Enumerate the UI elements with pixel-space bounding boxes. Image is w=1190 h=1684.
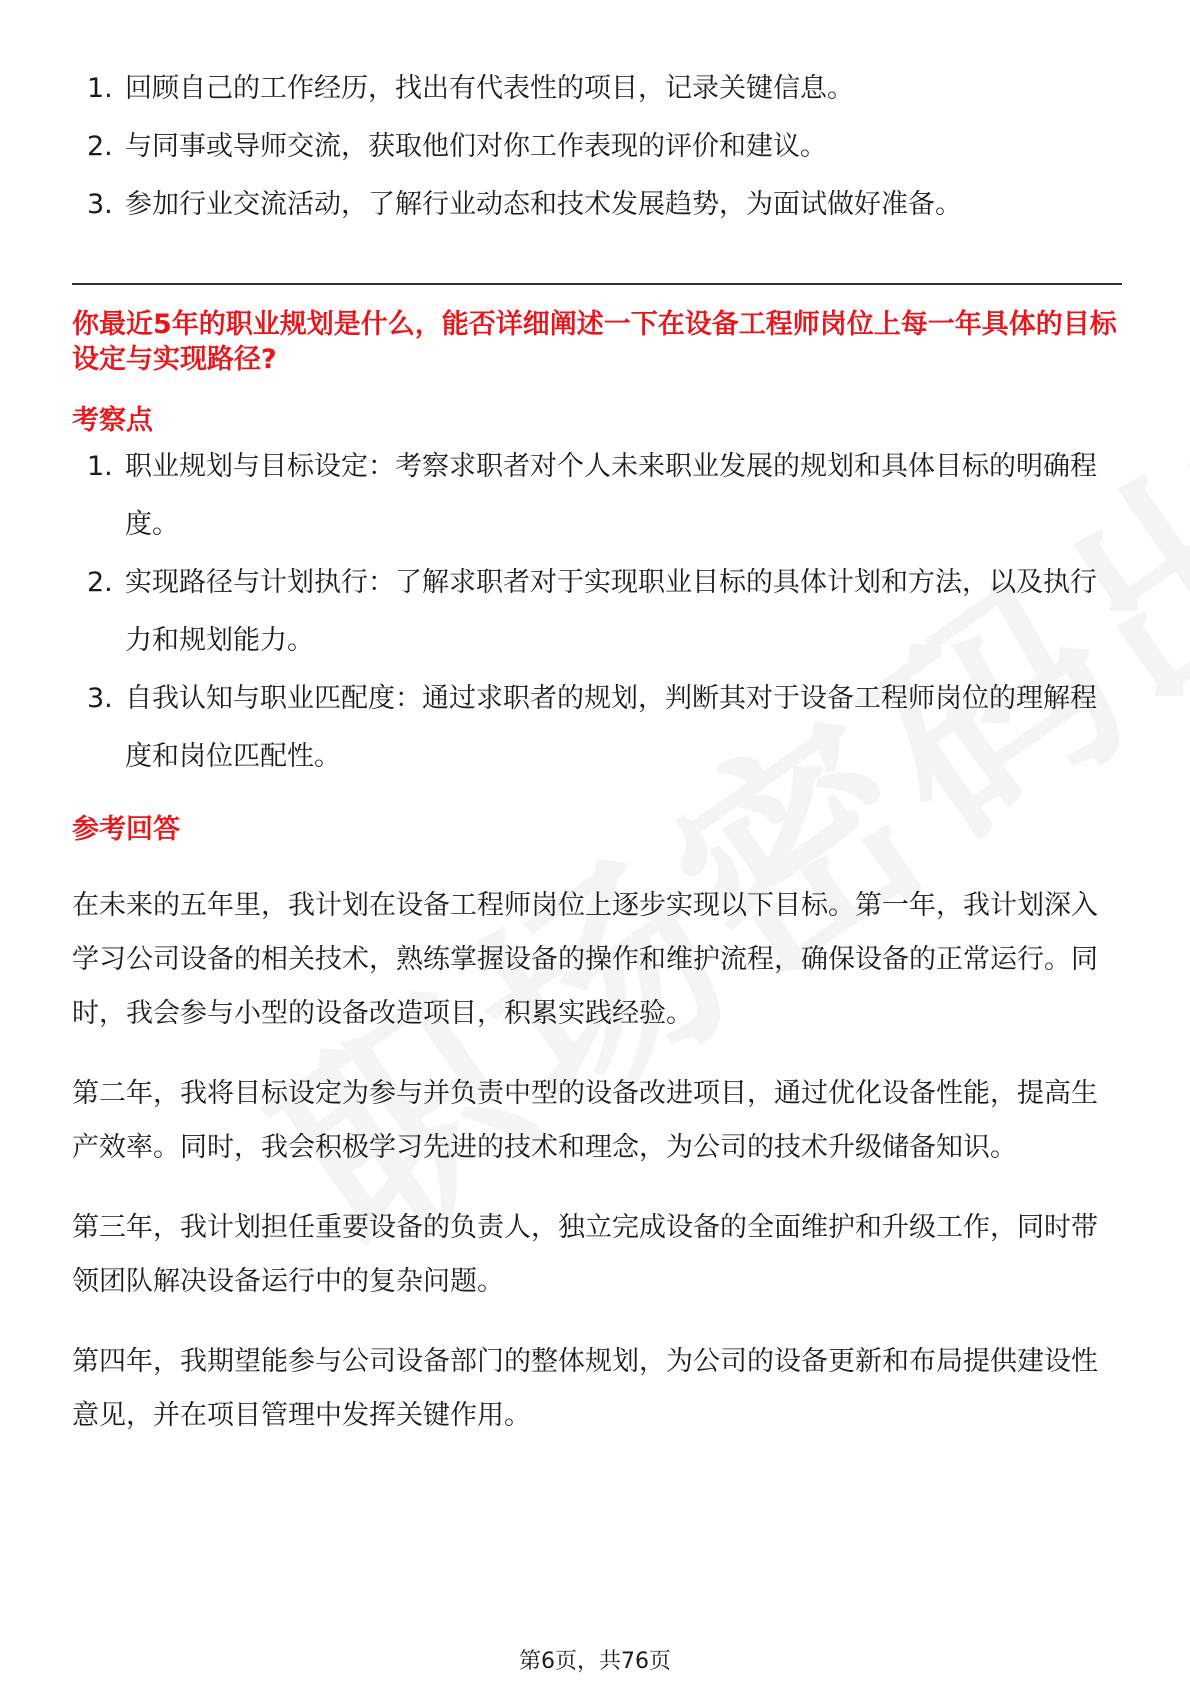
- intro-list: [72, 60, 1122, 234]
- list-number: 2.: [87, 131, 113, 162]
- list-item: [72, 176, 1122, 234]
- list-text: 自我认知与职业匹配度：通过求职者的规划，判断其对于设备工程师岗位的理解程度和岗位匹配性。: [125, 683, 1097, 772]
- page-content: [72, 60, 1122, 1443]
- section-divider: [72, 283, 1122, 285]
- list-text: 实现路径与计划执行：了解求职者对于实现职业目标的具体计划和方法，以及执行力和规划能力。: [125, 567, 1097, 656]
- list-item: [72, 670, 1122, 786]
- answer-paragraph: 第二年，我将目标设定为参与并负责中型的设备改进项目，通过优化设备性能，提高生产效率。同时，我会积极学习先进的技术和理念，为公司的技术升级储备知识。: [72, 1078, 1098, 1163]
- question-heading: 你最近5年的职业规划是什么，能否详细阐述一下在设备工程师岗位上每一年具体的目标设定与实现路径?: [72, 309, 1117, 375]
- list-item: [72, 118, 1122, 176]
- answer-paragraph: 第四年，我期望能参与公司设备部门的整体规划，为公司的设备更新和布局提供建设性意见，并在项目管理中发挥关键作用。: [72, 1346, 1098, 1431]
- list-number: 3.: [87, 189, 113, 220]
- list-number: 3.: [87, 683, 113, 714]
- examination-title: 考察点: [72, 405, 153, 436]
- page-footer: 第6页，共76页: [519, 1649, 671, 1674]
- list-item: [72, 60, 1122, 118]
- answer-paragraph: 第三年，我计划担任重要设备的负责人，独立完成设备的全面维护和升级工作，同时带领团队解决设备运行中的复杂问题。: [72, 1212, 1098, 1297]
- list-text: 参加行业交流活动，了解行业动态和技术发展趋势，为面试做好准备。: [125, 189, 962, 220]
- answer-paragraph: 在未来的五年里，我计划在设备工程师岗位上逐步实现以下目标。第一年，我计划深入学习公司设备的相关技术，熟练掌握设备的操作和维护流程，确保设备的正常运行。同时，我会参与小型的设备改造项目，积累实践经验。: [72, 890, 1098, 1029]
- list-text: 回顾自己的工作经历，找出有代表性的项目，记录关键信息。: [125, 73, 854, 104]
- examination-list: [72, 438, 1122, 786]
- list-number: 1.: [87, 451, 113, 482]
- list-number: 2.: [87, 567, 113, 598]
- answer-title: 参考回答: [72, 814, 180, 845]
- list-number: 1.: [87, 73, 113, 104]
- list-item: [72, 554, 1122, 670]
- list-item: [72, 438, 1122, 554]
- list-text: 职业规划与目标设定：考察求职者对个人未来职业发展的规划和具体目标的明确程度。: [125, 451, 1097, 540]
- list-text: 与同事或导师交流，获取他们对你工作表现的评价和建议。: [125, 131, 827, 162]
